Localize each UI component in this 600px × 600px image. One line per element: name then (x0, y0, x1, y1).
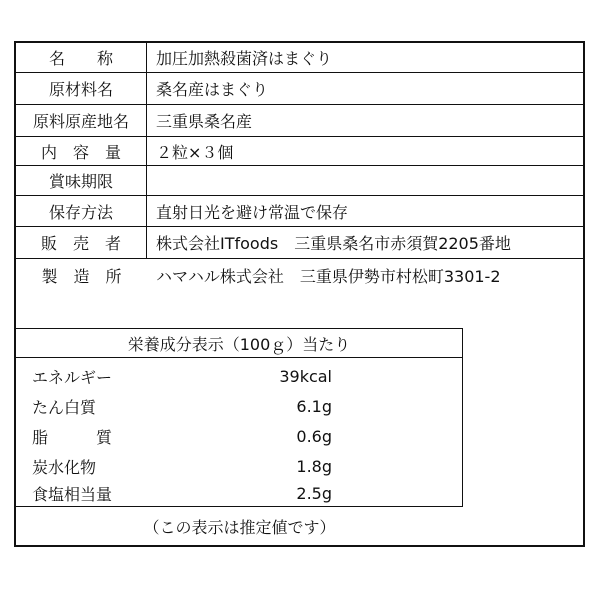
label-row-name (16, 43, 583, 73)
nutrition-row (16, 480, 462, 507)
label-key: 販 売 者 (16, 227, 147, 258)
label-key: 原料原産地名 (16, 105, 147, 136)
nutrient-amount: 39kcal (279, 366, 332, 386)
label-row-manufacturer (16, 259, 583, 328)
estimate-note: （この表示は推定値です） (143, 517, 336, 537)
label-value: 加圧加熱殺菌済はまぐり (156, 49, 333, 68)
nutrition-facts-table (16, 328, 463, 507)
label-row-origin (16, 105, 583, 137)
label-key: 原材料名 (16, 73, 147, 104)
label-value: 株式会社ITfoods 三重県桑名市赤須賀2205番地 (156, 234, 511, 253)
label-value: ２粒×３個 (156, 142, 234, 162)
label-key: 名 称 (16, 43, 147, 72)
label-row-contents (16, 137, 583, 166)
nutrient-name: エネルギー (32, 367, 113, 387)
nutrition-row (16, 451, 462, 481)
nutrient-amount: 6.1g (296, 396, 332, 416)
nutrient-amount: 0.6g (296, 426, 332, 446)
label-row-ingredients (16, 73, 583, 105)
label-value: 桑名産はまぐり (156, 80, 269, 99)
nutrient-amount: 1.8g (296, 456, 332, 476)
label-value: 三重県桑名産 (156, 112, 253, 131)
nutrition-row (16, 391, 462, 421)
label-key: 内 容 量 (16, 137, 147, 165)
label-key: 製 造 所 (41, 267, 122, 286)
label-key: 賞味期限 (16, 166, 147, 195)
nutrient-name: 脂 質 (32, 427, 113, 447)
nutrient-name: たん白質 (32, 397, 97, 417)
label-key: 保存方法 (16, 196, 147, 226)
label-row-seller (16, 227, 583, 259)
nutrition-row (16, 421, 462, 451)
label-value (156, 166, 579, 195)
nutrition-row (16, 361, 462, 391)
label-row-best-before (16, 166, 583, 196)
label-value: ハマハル株式会社 三重県伊勢市村松町3301-2 (156, 267, 501, 286)
label-row-storage (16, 196, 583, 227)
nutrient-name: 食塩相当量 (32, 485, 113, 504)
product-label-table (14, 41, 585, 547)
nutrient-name: 炭水化物 (32, 457, 97, 477)
nutrition-heading: 栄養成分表示（100ｇ）当たり (16, 329, 462, 358)
nutrient-amount: 2.5g (296, 484, 332, 503)
label-value: 直射日光を避け常温で保存 (156, 202, 349, 222)
